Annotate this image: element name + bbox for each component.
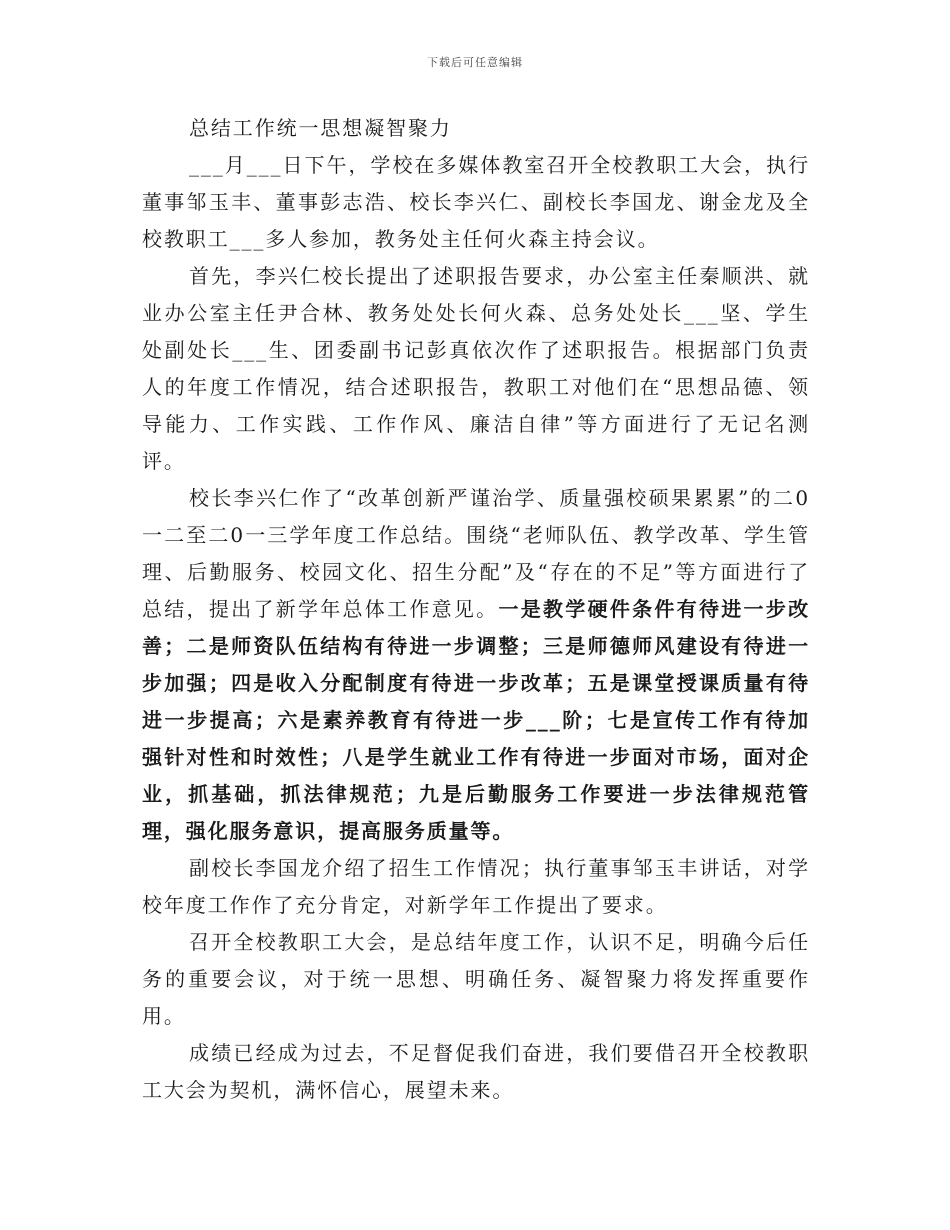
paragraph-conclusion: 成绩已经成为过去，不足督促我们奋进，我们要借召开全校教职工大会为契机，满怀信心，展望未来。 xyxy=(142,1041,810,1102)
paragraph-enrollment: 副校长李国龙介绍了招生工作情况；执行董事邹玉丰讲话，对学校年度工作作了充分肯定，对新学年工作提出了要求。 xyxy=(142,856,810,917)
document-body xyxy=(142,110,810,1109)
paragraph-meeting-intro: ___月___日下午，学校在多媒体教室召开全校教职工大会，执行董事邹玉丰、董事彭志浩、校长李兴仁、副校长李国龙、谢金龙及全校教职工___多人参加，教务处主任何火森主持会议。 xyxy=(142,153,810,251)
page-header: 下载后可任意编辑 xyxy=(427,56,523,69)
paragraph-work-reports: 首先，李兴仁校长提出了述职报告要求，办公室主任秦顺洪、就业办公室主任尹合林、教务处处长何火森、总务处处长___坚、学生处副处长___生、团委副书记彭真依次作了述职报告。根据部门负责人的年度工作情况，结合述职报告，教职工对他们在“思想品德、领导能力、工作实践、工作作风、廉洁自律”等方面进行了无记名测评。 xyxy=(142,264,810,473)
paragraph-annual-summary xyxy=(142,480,810,850)
summary-shortcomings: 一是教学硬件条件有待进一步改善；二是师资队伍结构有待进一步调整；三是师德师风建设有待进一步加强；四是收入分配制度有待进一步改革；五是课堂授课质量有待进一步提高；六是素养教育有待进一步___阶；七是宣传工作有待加强针对性和时效性；八是学生就业工作有待进一步面对市场，面对企业，抓基础，抓法律规范；九是后勤服务工作要进一步法律规范管理，强化服务意识，提高服务质量等。 xyxy=(142,597,810,843)
document-title: 总结工作统一思想凝智聚力 xyxy=(189,116,452,140)
summary-text: 校长李兴仁作了“改革创新严谨治学、质量强校硕果累累”的二0一二至二0一三学年度工作总结。围绕“老师队伍、教学改革、学生管理、后勤服务、校园文化、招生分配”及“存在的不足”等方面进行了总结，提出了新学年总体工作意见。 xyxy=(142,486,810,621)
paragraph-significance: 召开全校教职工大会，是总结年度工作，认识不足，明确今后任务的重要会议，对于统一思想、明确任务、凝智聚力将发挥重要作用。 xyxy=(142,930,810,1028)
